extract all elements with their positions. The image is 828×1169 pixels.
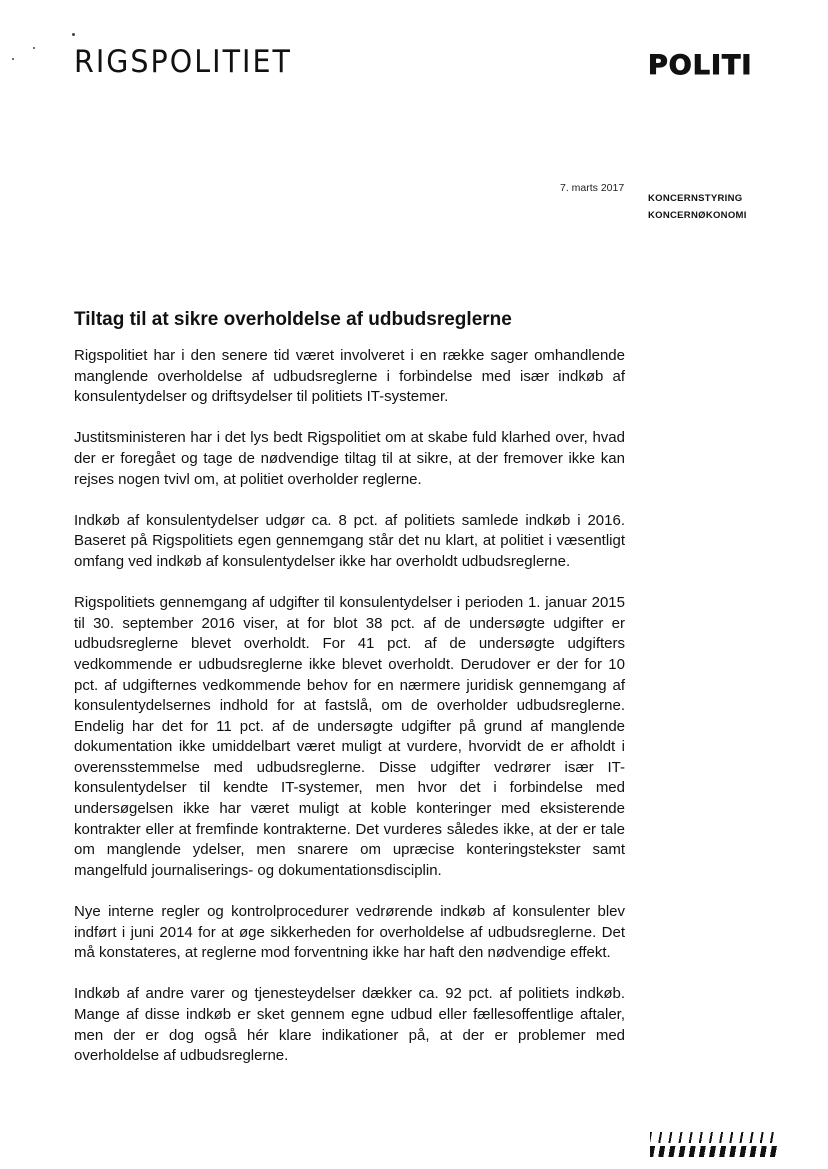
department-label-1: KONCERNSTYRING [648, 193, 743, 204]
politi-logo: POLITI [648, 50, 753, 81]
footer-barcode-bottom [650, 1146, 780, 1157]
scan-speck [72, 33, 75, 36]
document-body [74, 346, 625, 1087]
document-title: Tiltag til at sikre overholdelse af udbudsreglerne [74, 309, 512, 330]
paragraph: Justitsministeren har i det lys bedt Rigspolitiet om at skabe fuld klarhed over, hvad der er foregået og tage de nødvendige tiltag til at sikre, at der fremover ikke kan rejses nogen tvivl om, at politiet overholder reglerne. [74, 429, 625, 488]
footer-barcode-top [650, 1132, 780, 1143]
paragraph: Indkøb af andre varer og tjenesteydelser dækker ca. 92 pct. af politiets indkøb. Mange af disse indkøb er sket gennem egne udbud eller fællesoffentlige aftaler, men der er dog også hér klare indikationer på, at der er problemer med overholdelse af udbudsreglerne. [74, 985, 625, 1065]
scan-speck [33, 47, 35, 49]
organization-name: RIGSPOLITIET [74, 44, 292, 80]
paragraph: Nye interne regler og kontrolprocedurer vedrørende indkøb af konsulenter blev indført i juni 2014 for at øge sikkerheden for overholdelse af udbudsreglerne. Det må konstateres, at reglerne mod forventning ikke har haft den nødvendige effekt. [74, 903, 625, 962]
scan-speck [12, 58, 14, 60]
document-date: 7. marts 2017 [560, 182, 625, 194]
paragraph: Rigspolitiets gennemgang af udgifter til konsulentydelser i perioden 1. januar 2015 til 30. september 2016 viser, at for blot 38 pct. af de undersøgte udgifter er udbudsreglerne blevet overholdt. For 41 pct. af de undersøgte udgifters vedkommende er udbudsreglerne ikke blevet overholdt. Derudover er der for 10 pct. af udgifternes vedkommende behov for en nærmere juridisk gennemgang af konsulentydelsernes indhold for at fastslå, om de overholder udbudsreglerne. Endelig har det for 11 pct. af de undersøgte udgifter på grund af manglende dokumentation ikke umiddelbart været muligt at vurdere, hvorvidt de er afholdt i overensstemmelse med udbudsreglerne. Disse udgifter vedrører især IT-konsulentydelser til kendte IT-systemer, men hvor det i forbindelse med undersøgelsen ikke har været muligt at koble konteringer med eksisterende kontrakter eller at fremfinde kontrakterne. Det vurderes således ikke, at der er tale om manglende ydelser, men snarere om upræcise konteringstekster samt mangelfuld journaliserings- og dokumentationsdisciplin. [74, 594, 625, 879]
department-label-2: KONCERNØKONOMI [648, 210, 747, 221]
paragraph: Rigspolitiet har i den senere tid været involveret i en række sager omhandlende manglende overholdelse af udbudsreglerne i forbindelse med især indkøb af konsulentydelser og driftsydelser til politiets IT-systemer. [74, 347, 625, 406]
paragraph: Indkøb af konsulentydelser udgør ca. 8 pct. af politiets samlede indkøb i 2016. Baseret på Rigspolitiets egen gennemgang står det nu klart, at politiet i væsentligt omfang ved indkøb af konsulentydelser ikke har overholdt udbudsreglerne. [74, 511, 625, 570]
